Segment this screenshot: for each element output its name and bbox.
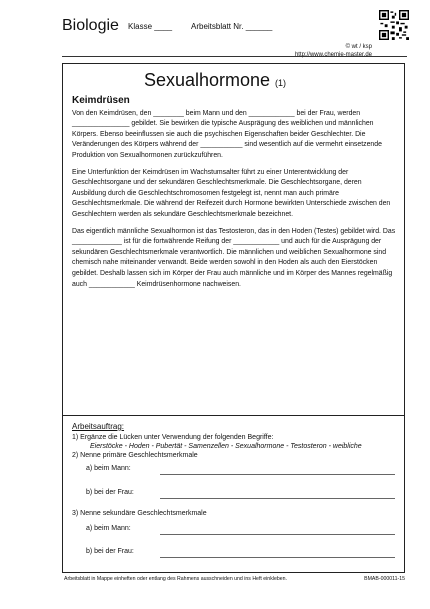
section-heading: Keimdrüsen: [72, 95, 130, 106]
answer-line-woman-primary[interactable]: [160, 498, 395, 499]
term-list: Eierstöcke - Hoden - Pubertät - Samenzellen - Sexualhormone - Testosteron - weibliche: [90, 443, 362, 450]
answer-label-man-secondary: a) beim Mann:: [86, 525, 131, 532]
paragraph-3: Das eigentlich männliche Sexualhormon ist das Testosteron, das in den Hoden (Testes) gebildet wird. Das _____________ ist für die fortwährende Reifung der ____________ und auch für die Ausprägung der sekundären Geschlechtsmerkmale verantwortlich. Die männlichen und weiblichen Sexualhormone sind chemisch nahe miteinander verwandt. Beide werden sowohl in den Hoden als auch den Eierstöcken gebildet. Deshalb lassen sich im Körper der Frau auch männliche und im Körper des Mannes regelmäßig auch ____________ Keimdrüsenhormone nachweisen.: [72, 227, 396, 288]
task-item-2: 2) Nenne primäre Geschlechtsmerkmale: [72, 452, 198, 459]
qr-code-icon: [379, 10, 409, 40]
answer-label-woman-primary: b) bei der Frau:: [86, 489, 134, 496]
title-number: (1): [275, 78, 287, 88]
answer-label-woman-secondary: b) bei der Frau:: [86, 548, 134, 555]
worksheet-code: BMAB-000011-15: [364, 576, 405, 582]
answer-label-man-primary: a) beim Mann:: [86, 465, 131, 472]
paragraph-2: Eine Unterfunktion der Keimdrüsen im Wachstumsalter führt zu einer Unterentwicklung der Geschlechtsorgane und der sekundären Geschlechtsmerkmale. Die Geschlechtsorgane, deren Ausbildung durch die Geschlechtschromosomen festgelegt ist, nennt man auch primäre Geschlechtsmerkmale. Die während der Reifezeit durch Hormone bewirkten Unterschiede zwischen den Geschlechtern werden als sekundäre Geschlechtsmerkmale bezeichnet.: [72, 168, 391, 218]
task-heading: Arbeitsauftrag:: [72, 422, 125, 431]
footer-note: Arbeitsblatt in Mappe einheften oder entlang des Rahmens ausschneiden und ins Heft einkleben.: [64, 576, 287, 582]
header-rule: [62, 56, 407, 57]
website-url: http://www.chemie-master.de: [294, 52, 372, 58]
task-item-3: 3) Nenne sekundäre Geschlechtsmerkmale: [72, 510, 207, 517]
text-section: [72, 96, 397, 296]
section-divider: [62, 415, 405, 416]
subject-label: Biologie: [62, 17, 119, 34]
answer-line-woman-secondary[interactable]: [160, 557, 395, 558]
worksheet-number-field: Arbeitsblatt Nr. ______: [191, 22, 273, 31]
answer-line-man-secondary[interactable]: [160, 534, 395, 535]
worksheet-header: [62, 12, 372, 58]
task-section-3: [72, 509, 397, 518]
paragraph-1: Von den Keimdrüsen, den ________ beim Mann und den ____________ bei der Frau, werden _______________ gebildet. Sie bewirken die typische Ausprägung des weiblichen und männlichen Körpers. Ebenso beeinflussen sie auch die psychischen Eigenschaften beider Geschlechter. Die Veränderungen des Körpers während der ___________ sind wesentlich auf die vermehrt einsetzende Produktion von Sexualhormonen zurückzuführen.: [72, 109, 382, 159]
title-main: Sexualhormone: [143, 70, 271, 90]
answer-line-man-primary[interactable]: [160, 474, 395, 475]
credit-text: © wt / ksp: [345, 44, 372, 50]
task-item-1: 1) Ergänze die Lücken unter Verwendung der folgenden Begriffe:: [72, 434, 274, 441]
task-section: [72, 422, 397, 460]
page-footer: [64, 576, 405, 582]
class-field: Klasse ____: [128, 22, 173, 31]
page-title: [0, 70, 430, 91]
